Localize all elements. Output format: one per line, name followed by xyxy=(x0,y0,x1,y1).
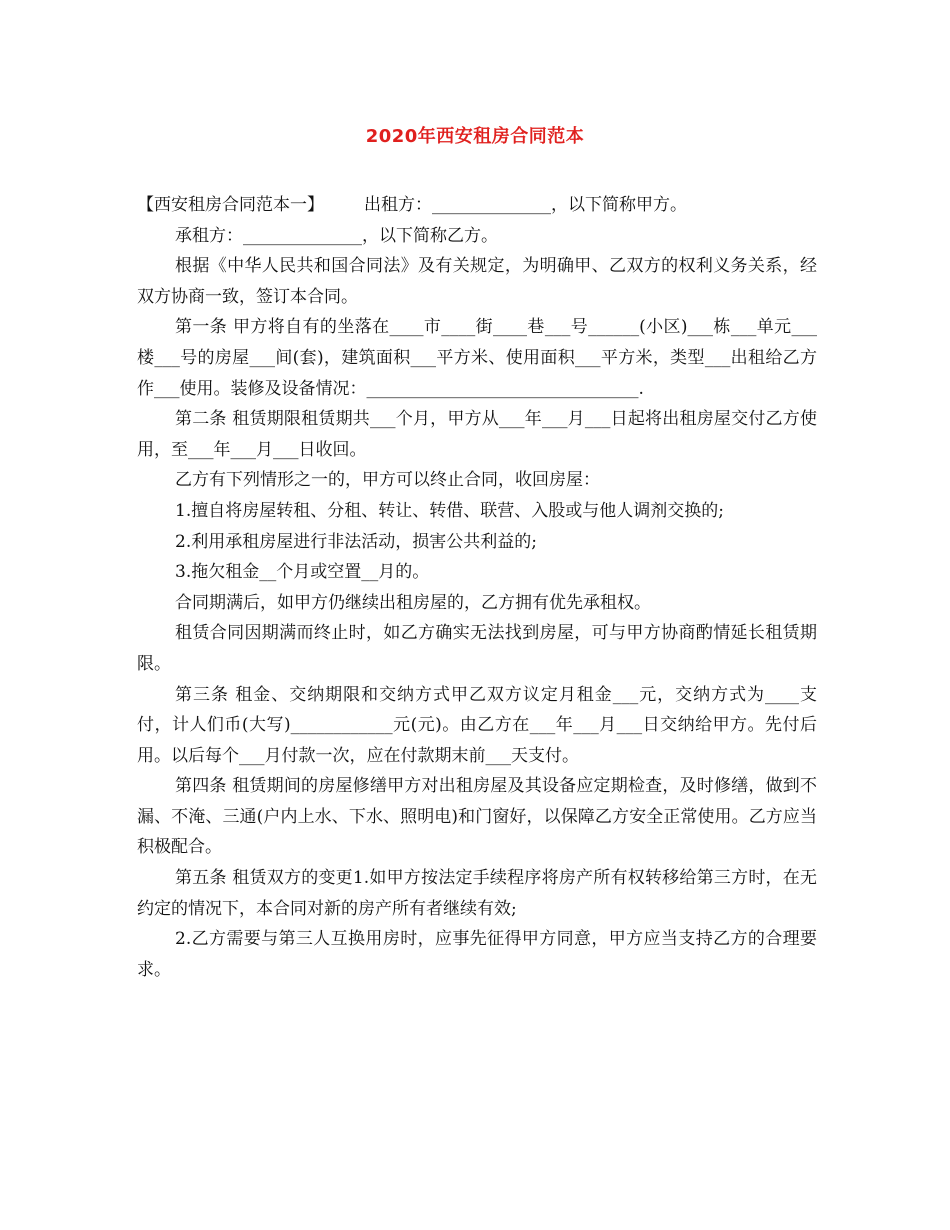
list-item-2: 2.利用承租房屋进行非法活动，损害公共利益的; xyxy=(175,531,537,552)
paragraph-article-5-item-2: 2.乙方需要与第三人互换用房时，应事先征得甲方同意，甲方应当支持乙方的合理要求。 xyxy=(137,929,817,980)
paragraph-basis: 根据《中华人民共和国合同法》及有关规定，为明确甲、乙双方的权利义务关系，经双方协商一致，签订本合同。 xyxy=(137,256,817,307)
contract-sample-tag: 【西安租房合同范本一】 xyxy=(137,195,324,215)
paragraph-extension: 租赁合同因期满而终止时，如乙方确实无法找到房屋，可与甲方协商酌情延长租赁期限。 xyxy=(137,623,817,674)
paragraph-intro xyxy=(137,190,817,221)
paragraph-article-4: 第四条 租赁期间的房屋修缮甲方对出租房屋及其设备应定期检查，及时修缮，做到不漏、不淹、三通(户内上水、下水、照明电)和门窗好，以保障乙方安全正常使用。乙方应当积极配合。 xyxy=(137,776,817,858)
paragraph-article-3: 第三条 租金、交纳期限和交纳方式甲乙双方议定月租金___元，交纳方式为____支付，计人们币(大写)____________元(元)。由乙方在___年___月___日交纳给甲方。先付后用。以后每个___月付款一次，应在付款期末前___天支付。 xyxy=(137,684,817,766)
paragraph-article-5: 第五条 租赁双方的变更1.如甲方按法定手续程序将房产所有权转移给第三方时，在无约定的情况下，本合同对新的房产所有者继续有效; xyxy=(137,868,817,919)
list-item-1: 1.擅自将房屋转租、分租、转让、转借、联营、入股或与他人调剂交换的; xyxy=(175,500,724,521)
list-item-3: 3.拖欠租金__个月或空置__月的。 xyxy=(175,562,430,583)
paragraph-lessee: 承租方：______________，以下简称乙方。 xyxy=(175,225,498,246)
document-title: 2020年西安租房合同范本 xyxy=(365,126,585,147)
paragraph-priority-lease: 合同期满后，如甲方仍继续出租房屋的，乙方拥有优先承租权。 xyxy=(175,592,651,613)
paragraph-article-2: 第二条 租赁期限租赁期共___个月，甲方从___年___月___日起将出租房屋交付乙方使用，至___年___月___日收回。 xyxy=(137,409,817,460)
paragraph-article-1: 第一条 甲方将自有的坐落在____市____街____巷___号______(小区)___栋___单元___楼___号的房屋___间(套)，建筑面积___平方米、使用面积___平方米，类型___出租给乙方作___使用。装修及设备情况：________________________________. xyxy=(137,317,817,399)
paragraph-termination-conditions: 乙方有下列情形之一的，甲方可以终止合同，收回房屋： xyxy=(175,470,600,491)
document-body xyxy=(137,190,817,985)
paragraph-lessor: 出租方：______________，以下简称甲方。 xyxy=(364,195,687,215)
